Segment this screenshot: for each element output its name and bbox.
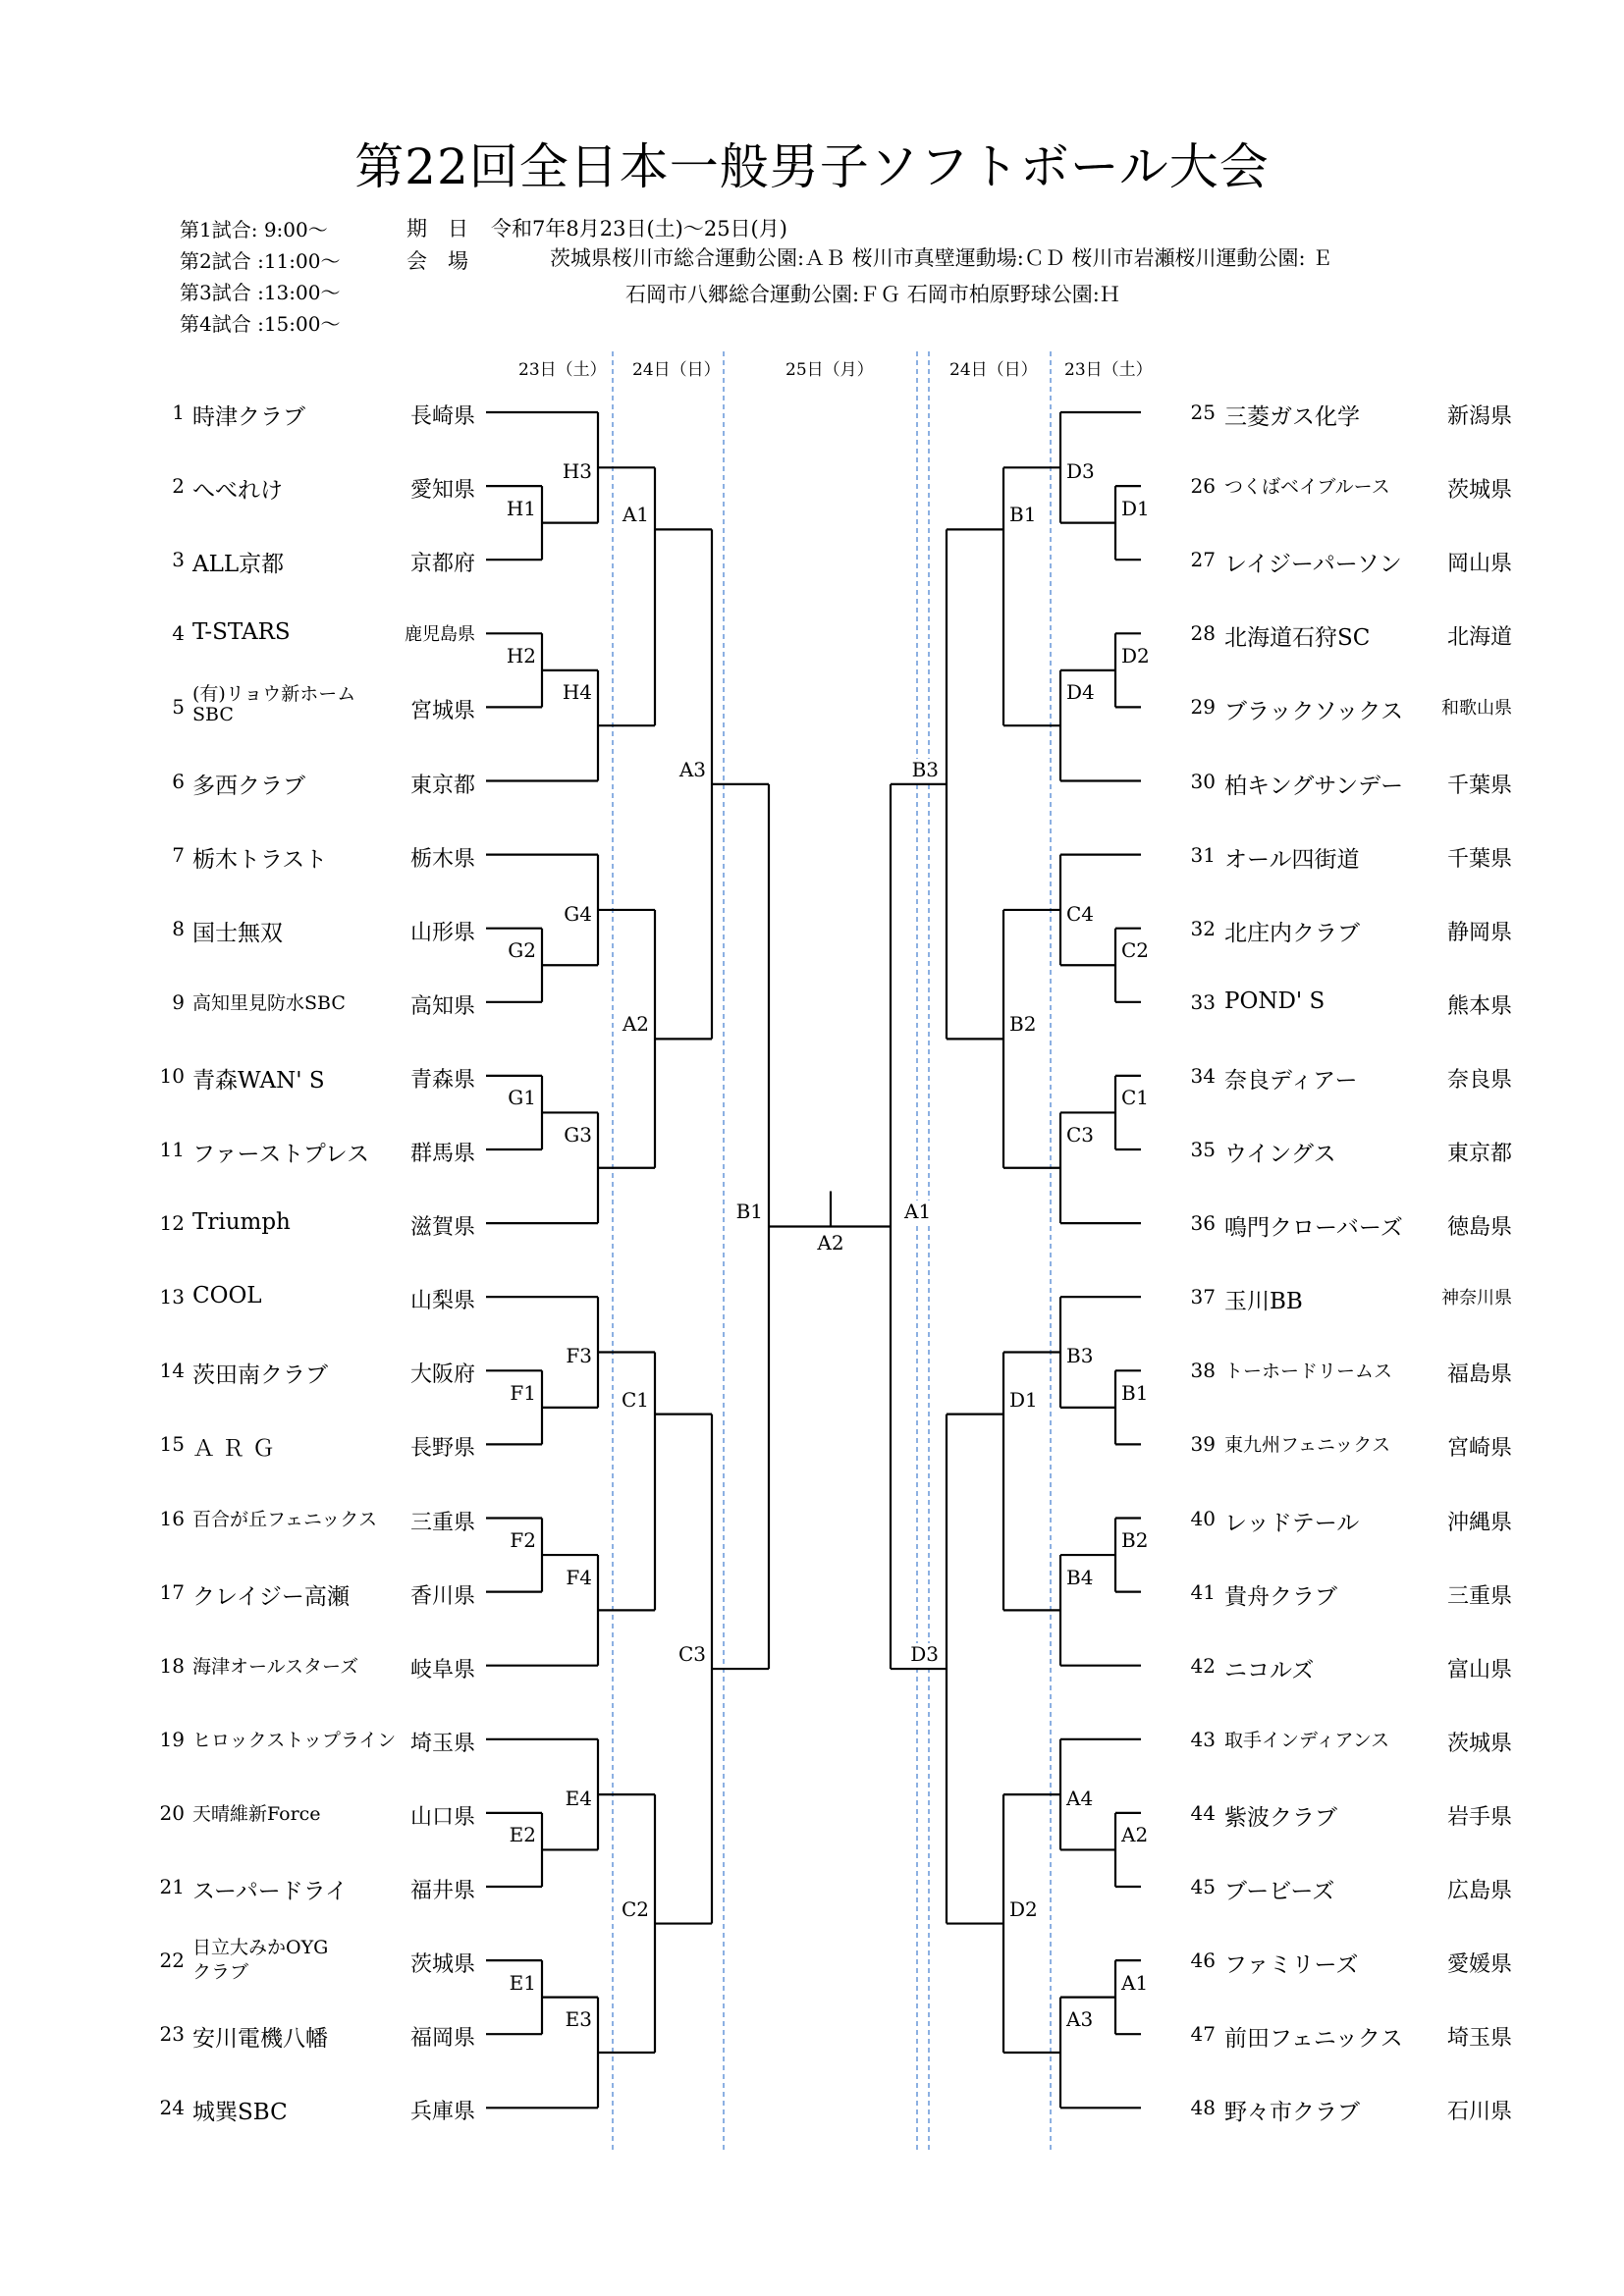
team-prefecture: 高知県 [409, 993, 475, 1019]
match-code: E4 [565, 1786, 592, 1810]
team-number: 21 [159, 1875, 185, 1898]
team-name: 奈良ディアー [1224, 1067, 1358, 1094]
team-prefecture: 長野県 [409, 1436, 475, 1462]
match-code: D2 [1009, 1896, 1038, 1921]
team-number: 34 [1190, 1063, 1216, 1088]
team-prefecture: 宮崎県 [1446, 1436, 1512, 1462]
team-name: 安川電機八幡 [192, 2026, 328, 2053]
team-prefecture: 大阪府 [409, 1362, 475, 1388]
team-number: 35 [1190, 1138, 1216, 1161]
match-code: H3 [562, 459, 592, 484]
team-number: 47 [1190, 2022, 1216, 2047]
match-code: F2 [510, 1528, 536, 1553]
team-number: 16 [159, 1506, 185, 1530]
team-prefecture: 香川県 [409, 1583, 475, 1609]
team-name: COOL [192, 1283, 262, 1309]
team-number: 5 [172, 695, 185, 720]
team-prefecture: 埼玉県 [409, 1731, 475, 1756]
match-code: B4 [1066, 1565, 1094, 1589]
team-number: 4 [172, 621, 185, 646]
team-name: 百合が丘フェニックス [192, 1508, 378, 1530]
team-name: 玉川BB [1224, 1289, 1303, 1315]
team-number: 39 [1190, 1432, 1216, 1457]
team-name: 紫波クラブ [1224, 1804, 1337, 1831]
team-number: 38 [1190, 1359, 1216, 1383]
day-header-23-right: 23日（土） [1064, 360, 1153, 380]
match-code: B3 [911, 757, 939, 781]
team-number: 36 [1190, 1211, 1216, 1236]
team-name: ブービーズ [1224, 1879, 1335, 1904]
team-number: 48 [1190, 2096, 1216, 2120]
match-code: C1 [621, 1387, 649, 1412]
team-prefecture: 長崎県 [409, 404, 475, 429]
team-prefecture: 沖縄県 [1446, 1510, 1512, 1535]
team-name: 柏キングサンデー [1224, 773, 1404, 799]
team-number: 3 [172, 548, 185, 572]
team-name: オール四街道 [1224, 846, 1360, 873]
team-name: 多西クラブ [192, 773, 305, 799]
team-name: レッドテール [1224, 1510, 1360, 1536]
match-code: C2 [621, 1896, 649, 1921]
team-prefecture: 京都府 [409, 552, 475, 577]
team-name: 東九州フェニックス [1224, 1434, 1391, 1457]
team-number: 24 [159, 2096, 185, 2120]
team-number: 45 [1190, 1875, 1216, 1898]
team-number: 25 [1190, 400, 1216, 424]
team-prefecture: 静岡県 [1446, 920, 1512, 945]
team-number: 42 [1190, 1653, 1216, 1678]
schedule-4: 第4試合 :15:00～ [180, 312, 341, 336]
team-number: 46 [1190, 1949, 1216, 1973]
team-number: 17 [159, 1579, 185, 1604]
team-name: ウイングス [1224, 1142, 1336, 1167]
schedule-3: 第3試合 :13:00～ [180, 281, 341, 304]
team-prefecture: 茨城県 [1446, 478, 1512, 504]
team-prefecture: 熊本県 [1446, 993, 1512, 1019]
date-label: 期 日 [406, 217, 468, 240]
team-prefecture: 岩手県 [1446, 1804, 1512, 1830]
match-code: F1 [510, 1380, 536, 1405]
team-name: へべれけ [192, 478, 283, 505]
team-number: 31 [1190, 842, 1216, 867]
match-code: B1 [1121, 1380, 1149, 1405]
team-prefecture: 山形県 [409, 920, 475, 945]
team-prefecture: 宮城県 [409, 699, 475, 724]
team-name: 北海道石狩SC [1224, 625, 1371, 652]
team-name: 海津オールスターズ [192, 1655, 359, 1678]
team-name: T-STARS [192, 619, 291, 646]
team-number: 19 [159, 1727, 185, 1751]
match-code: A3 [678, 757, 706, 781]
team-number: 33 [1190, 989, 1216, 1014]
team-prefecture: 広島県 [1446, 1879, 1512, 1903]
team-prefecture: 群馬県 [409, 1142, 475, 1166]
team-name: 北庄内クラブ [1224, 920, 1360, 946]
team-number: 13 [159, 1285, 185, 1309]
team-number: 32 [1190, 916, 1216, 940]
team-name: 鳴門クローバーズ [1224, 1215, 1403, 1242]
team-name: トーホードリームス [1224, 1361, 1393, 1383]
team-prefecture: 茨城県 [1446, 1731, 1512, 1756]
team-number: 10 [159, 1063, 185, 1088]
team-number: 27 [1190, 548, 1216, 572]
team-prefecture: 鹿児島県 [405, 624, 475, 646]
team-name: 前田フェニックス [1224, 2026, 1403, 2053]
team-prefecture: 愛知県 [409, 478, 475, 504]
team-number: 11 [159, 1138, 185, 1161]
schedule-1: 第1試合: 9:00～ [180, 218, 328, 241]
team-number: 43 [1190, 1727, 1216, 1751]
team-name: ファーストプレス [192, 1142, 370, 1167]
team-prefecture: 山口県 [409, 1804, 475, 1830]
match-code: G3 [564, 1122, 592, 1147]
team-prefecture: 福島県 [1446, 1362, 1512, 1388]
team-number: 40 [1190, 1506, 1216, 1530]
match-code: A1 [904, 1200, 932, 1224]
venue-line-2: 石岡市八郷総合運動公園:ＦＧ 石岡市柏原野球公園:Ｈ [625, 283, 1120, 306]
team-prefecture: 神奈川県 [1441, 1288, 1512, 1309]
team-name: ニコルズ [1224, 1657, 1315, 1683]
team-number: 6 [172, 769, 185, 793]
team-name: クラブ [192, 1961, 249, 1984]
match-code: C3 [1066, 1122, 1095, 1147]
team-number: 7 [172, 842, 185, 867]
team-number: 37 [1190, 1285, 1216, 1309]
final-code: A2 [817, 1231, 844, 1255]
team-prefecture: 千葉県 [1446, 773, 1512, 798]
team-prefecture: 石川県 [1446, 2100, 1512, 2125]
team-prefecture: 三重県 [1446, 1583, 1512, 1609]
team-name: 国士無双 [192, 920, 283, 946]
team-name: ALL京都 [192, 552, 285, 578]
team-number: 1 [172, 400, 185, 424]
team-prefecture: 愛媛県 [1446, 1952, 1512, 1978]
team-number: 8 [172, 916, 185, 940]
match-code: F4 [566, 1565, 592, 1589]
team-name: つくばベイブルース [1224, 476, 1390, 499]
team-name: レイジーパーソン [1224, 552, 1402, 578]
match-code: G2 [508, 938, 536, 963]
team-prefecture: 兵庫県 [409, 2100, 475, 2125]
match-code: B2 [1009, 1012, 1037, 1037]
team-number: 14 [159, 1359, 185, 1383]
match-code: B1 [1009, 503, 1037, 527]
match-code: A1 [1121, 1970, 1149, 1995]
team-prefecture: 和歌山県 [1441, 698, 1512, 720]
team-number: 15 [159, 1432, 185, 1457]
team-prefecture: 埼玉県 [1446, 2026, 1512, 2052]
team-prefecture: 栃木県 [409, 846, 475, 872]
match-code: C4 [1066, 901, 1095, 926]
match-code: C2 [1121, 938, 1150, 963]
team-name: 栃木トラスト [192, 846, 328, 873]
team-number: 44 [1190, 1800, 1216, 1825]
team-number: 18 [159, 1653, 185, 1678]
team-prefecture: 岐阜県 [409, 1657, 475, 1682]
team-name: クレイジー高瀬 [192, 1583, 350, 1610]
team-name: ファミリーズ [1224, 1952, 1359, 1979]
team-name: 城巽SBC [192, 2100, 288, 2126]
match-code: B3 [1066, 1344, 1094, 1368]
match-code: F3 [566, 1344, 592, 1368]
team-name: POND' S [1224, 988, 1326, 1014]
team-name: 取手インディアンス [1224, 1729, 1390, 1751]
team-prefecture: 福井県 [409, 1879, 475, 1903]
match-code: D3 [1066, 459, 1095, 484]
match-code: D3 [910, 1642, 939, 1667]
team-prefecture: 三重県 [409, 1510, 475, 1535]
team-name: SBC [192, 704, 234, 726]
team-prefecture: 東京都 [409, 773, 475, 798]
match-code: H2 [506, 643, 536, 667]
match-code: B1 [735, 1200, 763, 1224]
team-prefecture: 山梨県 [409, 1289, 475, 1314]
team-prefecture: 岡山県 [1446, 552, 1512, 577]
team-name: 天晴維新Force [192, 1802, 321, 1825]
match-code: G4 [564, 901, 592, 926]
team-name: 青森WAN' S [192, 1067, 325, 1094]
team-name: 日立大みかOYG [192, 1937, 329, 1959]
team-number: 20 [159, 1800, 185, 1825]
match-code: E3 [565, 2007, 592, 2032]
match-code: A1 [622, 503, 649, 527]
match-code: D1 [1009, 1387, 1038, 1412]
team-prefecture: 滋賀県 [409, 1215, 475, 1241]
team-name: 時津クラブ [192, 404, 305, 430]
team-number: 41 [1190, 1579, 1216, 1604]
team-number: 9 [172, 989, 185, 1014]
team-number: 12 [159, 1211, 185, 1236]
team-number: 2 [172, 474, 185, 499]
match-code: H4 [562, 680, 592, 705]
match-code: A2 [622, 1012, 649, 1037]
team-number: 28 [1190, 621, 1216, 646]
venue-line-1: 茨城県桜川市総合運動公園:ＡＢ 桜川市真壁運動場:ＣＤ 桜川市岩瀬桜川運動公園: Ｅ [550, 246, 1333, 270]
team-number: 22 [159, 1949, 185, 1973]
date-value: 令和7年8月23日(土)～25日(月) [491, 217, 787, 240]
team-name: 貴舟クラブ [1224, 1583, 1337, 1610]
match-code: D1 [1121, 496, 1150, 520]
team-name: ヒロックストップライン [192, 1729, 397, 1751]
match-code: H1 [506, 496, 536, 520]
match-code: A3 [1066, 2007, 1094, 2032]
team-prefecture: 福岡県 [409, 2026, 475, 2052]
match-code: A4 [1066, 1786, 1094, 1810]
team-name: ブラックソックス [1224, 699, 1404, 725]
team-number: 23 [159, 2022, 185, 2047]
team-prefecture: 新潟県 [1446, 404, 1512, 429]
team-prefecture: 茨城県 [409, 1952, 475, 1978]
team-number: 30 [1190, 769, 1216, 793]
day-header-24-left: 24日（日） [632, 360, 721, 380]
day-header-23-left: 23日（土） [518, 360, 607, 380]
team-prefecture: 千葉県 [1446, 846, 1512, 872]
match-code: C1 [1121, 1086, 1150, 1110]
team-prefecture: 北海道 [1446, 625, 1512, 651]
match-code: E1 [509, 1970, 536, 1995]
team-number: 29 [1190, 695, 1216, 720]
match-code: A2 [1121, 1823, 1149, 1847]
team-prefecture: 青森県 [409, 1067, 475, 1093]
team-prefecture: 徳島県 [1446, 1215, 1512, 1241]
team-name: Ａ Ｒ Ｇ [192, 1436, 275, 1463]
team-name: 茨田南クラブ [192, 1362, 328, 1389]
team-name: 野々市クラブ [1224, 2100, 1360, 2126]
team-number: 26 [1190, 474, 1216, 499]
day-header-24-right: 24日（日） [949, 360, 1038, 380]
match-code: C3 [677, 1642, 706, 1667]
team-name: 三菱ガス化学 [1224, 404, 1360, 430]
team-name: Triumph [192, 1209, 291, 1236]
venue-label: 会 場 [406, 249, 468, 273]
team-prefecture: 富山県 [1446, 1657, 1512, 1682]
team-name: スーパードライ [192, 1879, 349, 1904]
match-code: D2 [1121, 643, 1150, 667]
match-code: B2 [1121, 1528, 1149, 1553]
schedule-2: 第2試合 :11:00～ [180, 249, 341, 273]
page-title: 第22回全日本一般男子ソフトボール大会 [354, 138, 1270, 195]
team-name: 高知里見防水SBC [192, 991, 346, 1014]
day-header-25: 25日（月） [785, 360, 874, 380]
team-prefecture: 東京都 [1446, 1142, 1512, 1166]
team-name: (有)リョウ新ホーム [192, 683, 356, 706]
match-code: E2 [509, 1823, 536, 1847]
match-code: G1 [508, 1086, 536, 1110]
match-code: D4 [1066, 680, 1095, 705]
team-prefecture: 奈良県 [1446, 1067, 1512, 1093]
